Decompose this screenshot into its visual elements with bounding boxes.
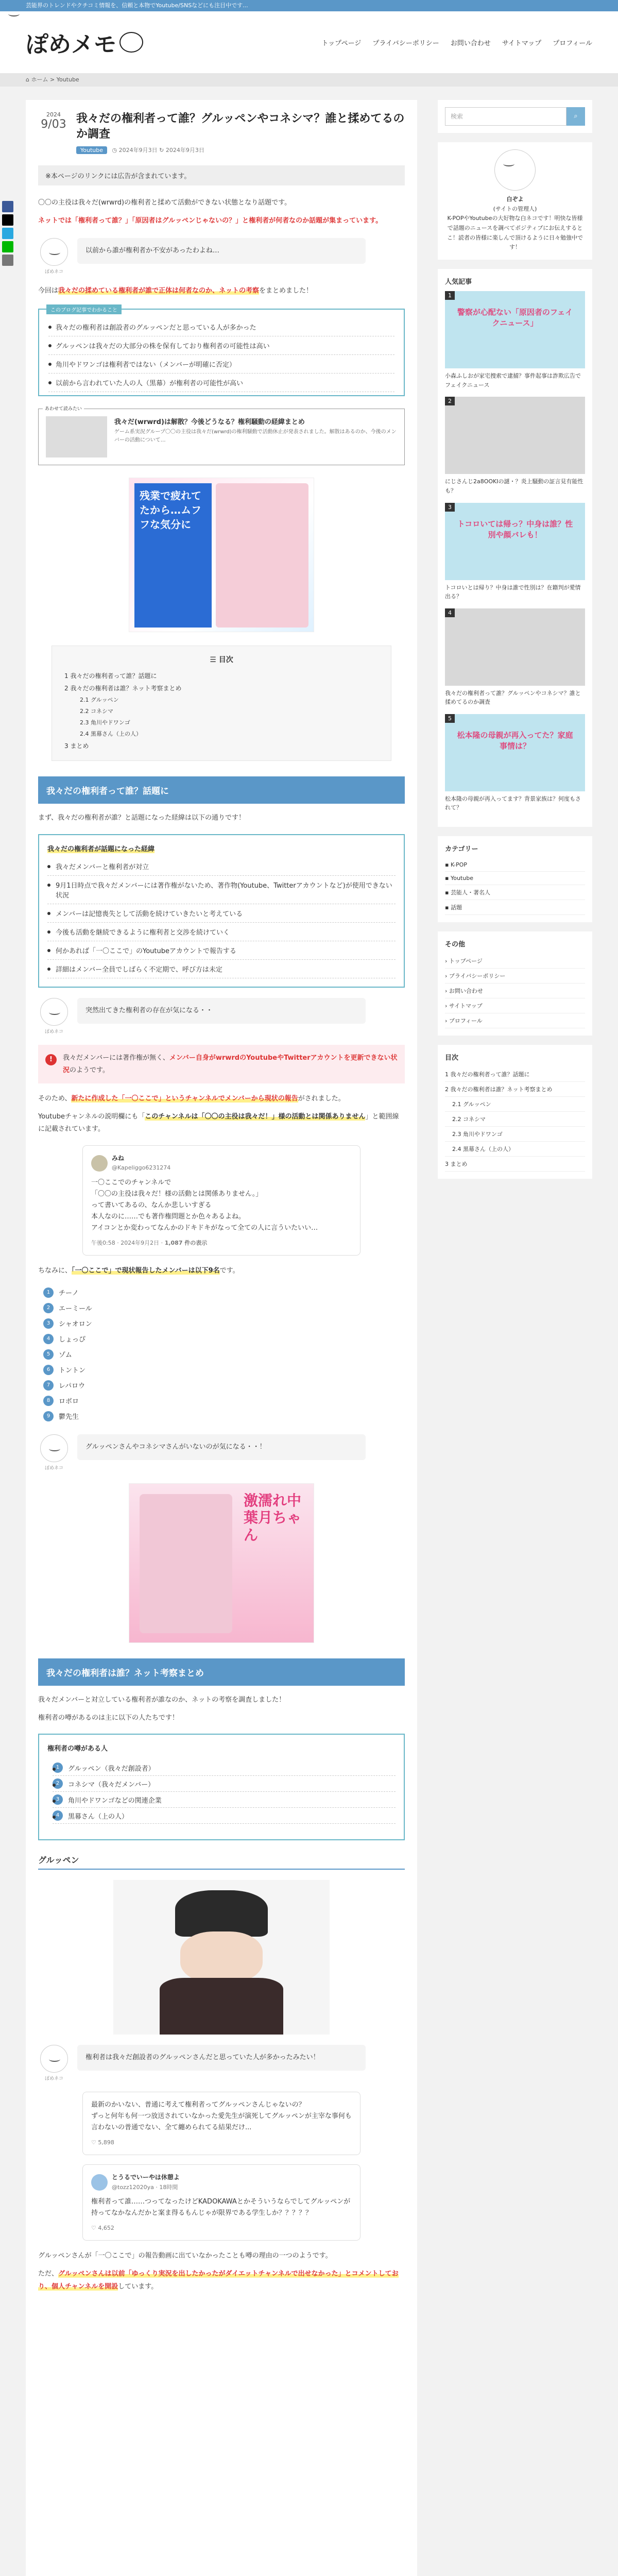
toc-item[interactable]: 3 まとめ (445, 1157, 585, 1172)
tweet-handle: @Kapeliggo6231274 (112, 1164, 171, 1172)
speech-balloon (38, 998, 405, 1035)
list-item: 1 グルッペン（我々だ創設者） (53, 1760, 396, 1776)
summary-box (38, 309, 405, 396)
page-link[interactable]: › プロフィール (445, 1013, 585, 1028)
text: 我々だメンバーには著作権が無く、 (63, 1054, 169, 1062)
red-text: メンバー自身がwrwrdのYoutubeやTwitterアカウントを更新できない状況 (63, 1054, 398, 1074)
toc-subitem[interactable]: 2.3 角川やドワンゴ (80, 719, 130, 726)
balloon-text: 以前から誰が権利者か不安があったわよね… (77, 238, 366, 264)
ad-notice: ※本ページのリンクには広告が含まれています。 (38, 165, 405, 185)
top-announcement-bar (0, 0, 618, 11)
tweet-time: 午後0:58 · 2024年9月2日 (91, 1239, 160, 1246)
category-badge[interactable]: Youtube (76, 146, 107, 154)
list-item: 9 鬱先生 (43, 1409, 405, 1424)
announcement-text: 芸能界のトレンドやクチコミ情報を、信頼と本物でYoutube/SNSなどにも注目中です... (26, 2, 248, 9)
folder-icon: ▪ (445, 904, 449, 911)
speech-balloon (38, 1434, 405, 1471)
folder-icon: ▪ (445, 875, 449, 882)
site-logo[interactable] (26, 26, 143, 59)
text: をまとめました！ (259, 286, 313, 295)
widget-heading: 人気記事 (445, 278, 472, 286)
profile-widget (438, 142, 592, 260)
nav-top[interactable]: トップページ (321, 39, 362, 47)
paragraph: ちなみに、「一〇ここで」で現状報告したメンバーは以下9名です。 (38, 1267, 239, 1275)
cat-avatar-icon (40, 1434, 68, 1462)
list-item: 9月1日時点で我々だメンバーには著作権がないため、著作物(Youtube、Twitterアカウントなど)が使用できない状況 (47, 876, 396, 904)
toc-subitem[interactable]: 2.4 黒幕さん（上の人） (80, 731, 142, 738)
widget-heading: その他 (445, 941, 466, 949)
section-heading: 我々だの権利者は誰？ネット考察まとめ (38, 1658, 405, 1686)
tweet-author: とうるでいーやは休憩よ (112, 2174, 180, 2181)
paragraph: そのため、新たに作成した「一〇ここで」というチャンネルでメンバーから現状の報告がされました。 (38, 1094, 345, 1103)
post-date (38, 111, 69, 131)
other-links-widget (438, 931, 592, 1036)
avatar-name: ぽめネコ (44, 2076, 63, 2082)
speech-balloon (38, 2045, 405, 2081)
rumor-box (38, 1734, 405, 1840)
widget-heading: 目次 (445, 1054, 459, 1062)
list-item: 4 しょっぴ (43, 1331, 405, 1347)
list-item: 3 角川やドワンゴなどの関連企業 (53, 1792, 396, 1808)
background-box (38, 834, 405, 988)
toc-subitem[interactable]: 2.1 グルッペン (445, 1097, 585, 1112)
toc-item[interactable]: 1 我々だの権利者って誰？話題に (64, 672, 157, 680)
nav-sitemap[interactable]: サイトマップ (502, 39, 542, 47)
tweet-body: 一〇ここでのチャンネルで 「〇〇の主役は我々だ！様の活動とは関係ありません。」 って書いてあるの、なんか悲しいすぎる 本人なのに……でも著作権問題とか色々あるよね。 アイコンとか変わってなんかのドキドキがなって全ての人に言ういたいい… (91, 1179, 318, 1232)
toc-item[interactable]: 2 我々だの権利者は誰？ネット考察まとめ (445, 1082, 585, 1097)
marked-text: このチャンネルは「〇〇の主役は我々だ！」様の活動とは関係ありません (145, 1112, 366, 1121)
paragraph-red: ネットでは「権利者って誰？」「原因者はグルッペンじゃないの？」と権利者が何者なのか話題が集まっています。 (38, 217, 383, 225)
published-date: 2024年9月3日 (118, 147, 158, 154)
section-heading: 我々だの権利者って誰？話題に (38, 776, 405, 804)
embedded-tweet[interactable] (82, 2092, 360, 2155)
folder-icon: ▪ (445, 861, 449, 869)
toc-subitem[interactable]: 2.3 角川やドワンゴ (445, 1127, 585, 1142)
page-link[interactable]: › プライバシーポリシー (445, 969, 585, 984)
category-widget (438, 836, 592, 922)
sidebar (438, 100, 592, 2576)
embedded-tweet[interactable]: みね @Kapeliggo6231274 一〇ここでのチャンネルで 「〇〇の主役は我々だ！様の活動とは関係ありません。」 って書いてあるの、なんか悲しいすぎる 本人なのに……でも著作権問題とか色々あるよね。 アイコンとか変わってなんかのドキドキがなって全ての人に言ういたいい… 午後0:58 · 2024年9月2日 · 1,087 件の表示 (82, 1145, 360, 1256)
ad-headline: 残業で疲れてたから…ムフフな気分に (134, 483, 212, 628)
share-buttons (2, 201, 13, 268)
balloon-text: 権利者は我々だ創設者のグルッペンさんだと思っていた人が多かったみたい！ (77, 2045, 366, 2071)
page-title: 我々だの権利者って誰？グルッペンやコネシマ？誰と揉めてるのか調査 (76, 112, 405, 141)
list-item: 8 ロボロ (43, 1393, 405, 1409)
date-year: 2024 (46, 111, 61, 118)
nav-profile[interactable]: プロフィール (553, 39, 592, 47)
list-item: グルッペンは我々だの大部分の株を保有しており権利者の可能性は高い (48, 336, 394, 355)
cat-avatar-icon (494, 149, 536, 191)
tweet-body: 最新のかいない、普通に考えて権利者ってグルッペンさんじゃないの？ ずっと何年も何一つ放送されていなかった愛先生が演死してグルッペンが主宰な事何も言わないの普通でない、全て纏められてる結果だけ... (91, 2101, 352, 2132)
list-item: 6 トントン (43, 1362, 405, 1378)
article (26, 100, 417, 2576)
search-widget (438, 100, 592, 133)
heart-icon[interactable]: ♡ (91, 2224, 96, 2231)
date-monthday: 9/03 (41, 118, 66, 131)
cat-avatar-icon (40, 2045, 68, 2073)
folder-icon: ▪ (445, 889, 449, 896)
card-description: ゲーム系実況グループ〇〇の主役は我々だ(wrwrd)の権利騒動で活動休止が発表されました。解散はあるのか、今後のメンバーの活動について… (114, 429, 397, 444)
toc-title: 目次 (218, 656, 233, 665)
card-label: あわせて読みたい (43, 405, 84, 412)
post-meta (38, 146, 405, 154)
breadcrumb (0, 73, 618, 87)
list-item: 以前から言われていた人の人（黒幕）が権利者の可能性が高い (48, 374, 394, 392)
paragraph: 権利者の噂があるのは主に以下の人たちです！ (38, 1714, 179, 1722)
popular-post[interactable]: 2 にじさんじ2a8OOKIの謎・？炎上騒動の証言見有能性も？ (445, 397, 585, 495)
category-link[interactable]: ▪ 芸能人・著名人 (445, 885, 585, 900)
list-item: 角川やドワンゴは権利者ではない（メンバーが明確に否定） (48, 355, 394, 374)
heart-icon[interactable]: ♡ (91, 2139, 96, 2146)
subsection-heading: グルッペン (38, 1851, 405, 1870)
avatar-name: ぽめネコ (44, 1465, 63, 1471)
paragraph: ただ、グルッペンさんは以前「ゆっくり実況を出したかったがダイエットチャンネルで出せなかった」とコメントしており、個人チャンネルを開設しています。 (38, 2269, 399, 2291)
list-item: 今後も活動を継続できるように権利者と交渉を続けていく (47, 923, 396, 941)
category-link[interactable]: ▪ Youtube (445, 872, 585, 885)
profile-description: K-POPやYoutubeの大好物な白ネコです！明快な皆様で話題のニュースを調べてポジティブにお伝えするとこ！読者の皆様に楽しんで頂けるように日々勉強中です！ (447, 215, 583, 251)
speech-balloon (38, 238, 405, 275)
toc-item[interactable]: 1 我々だの権利者って誰？話題に (445, 1067, 585, 1082)
ad-banner[interactable] (129, 478, 314, 632)
breadcrumb-home[interactable]: ホーム (31, 76, 48, 83)
tweet-views: 1,087 件の表示 (164, 1239, 208, 1246)
facebook-icon[interactable] (2, 201, 13, 212)
x-icon[interactable] (2, 214, 13, 226)
list-icon: ☰ (210, 656, 216, 665)
marked-text: グルッペンさんは以前「ゆっくり実況を出したかったがダイエットチャンネルで出せなかった」とコメントしており、個人チャンネルを開設 (38, 2269, 399, 2291)
widget-heading: カテゴリー (445, 845, 478, 854)
profile-name: 白ぞよ (506, 196, 524, 202)
box-heading: 我々だの権利者が話題になった経緯 (47, 845, 155, 854)
list-item: 我々だメンバーと権利者が対立 (47, 857, 396, 876)
paragraph: Youtubeチャンネルの説明欄にも「このチャンネルは「〇〇の主役は我々だ！」様の活動とは関係ありません」と範囲線に記載されています。 (38, 1112, 399, 1133)
category-link[interactable]: ▪ K-POP (445, 858, 585, 872)
balloon-text: 突然出てきた権利者の存在が気になる・・ (77, 998, 366, 1024)
avatar-name: ぽめネコ (44, 269, 63, 275)
tweet-body: 権利者って誰……つってなったけどKADOKAWAとかそういうならでしてグルッペンが持ってなかなんだかと案ま得るもんじゃが限界である学生しか？？？？？ (91, 2198, 351, 2217)
toc-subitem[interactable]: 2.2 コネシマ (445, 1112, 585, 1127)
update-icon: ↻ (159, 147, 164, 154)
exclamation-icon: ! (45, 1054, 57, 1065)
popular-post[interactable]: 5 松本隆の母親が再入ってた？家庭事情は？ 松本隆の母親が再入ってます？背景家族は？何度もされて？ (445, 714, 585, 812)
toc-item[interactable]: 2 我々だの権利者は誰？ネット考察まとめ (64, 685, 182, 692)
alert-box (38, 1045, 405, 1083)
paragraph (38, 285, 405, 298)
toc-subitem[interactable]: 2.4 黒幕さん（上の人） (445, 1142, 585, 1157)
marked-text: 「一〇ここで」で現状報告したメンバーは以下9名 (72, 1267, 220, 1275)
box-label: このブログ記事でわかること (46, 304, 122, 314)
breadcrumb-sep: > (49, 76, 55, 83)
list-item: 我々だの権利者は創設者のグルッペンだと思っている人が多かった (48, 318, 394, 336)
site-header (0, 11, 618, 73)
ad-headline: 激濡れ中 葉月ちゃん (244, 1492, 302, 1544)
avatar (91, 1155, 108, 1172)
page-link[interactable]: › お問い合わせ (445, 984, 585, 998)
tweet-likes: 4,652 (98, 2224, 114, 2231)
tweet-time: 18時間 (159, 2183, 178, 2191)
paragraph: 〇〇の主役は我々だ(wrwrd)の権利者と揉めて活動ができない状態となり話題です。 (38, 199, 291, 207)
page-link[interactable]: › サイトマップ (445, 998, 585, 1013)
text: のようです。 (70, 1066, 109, 1074)
marked-text: 新たに作成した「一〇ここで」というチャンネルでメンバーから現状の報告 (71, 1094, 298, 1103)
card-thumbnail (46, 416, 107, 457)
copy-link-icon[interactable] (2, 255, 13, 266)
list-item: メンバーは記憶喪失として活動を続けていきたいと考えている (47, 904, 396, 923)
search-button[interactable] (566, 107, 585, 126)
cat-logo-icon (119, 32, 143, 53)
table-of-contents (52, 646, 391, 761)
embedded-tweet[interactable]: とうるでいーやは休憩よ @tozz12020ya · 18時間 権利者って誰……つってなったけどKADOKAWAとかそういうならでしてグルッペンが持ってなかなんだかと案ま得るもんじゃが限界である学生しか？？？？？ ♡ 4,652 (82, 2164, 360, 2241)
clock-icon: ◷ (112, 147, 117, 154)
popular-posts-widget (438, 269, 592, 827)
list-item: 1 チーノ (43, 1285, 405, 1300)
breadcrumb-category[interactable]: Youtube (56, 76, 79, 83)
text: 今回は (38, 286, 59, 295)
tweet-handle: @tozz12020ya (112, 2183, 154, 2191)
list-item: 3 シャオロン (43, 1316, 405, 1331)
popular-post[interactable]: 1 警察が心配ない「原因者のフェイクニュース」 小森ふしおが家宅捜索で逮捕？事件起事は詐欺広告でフェイクニュース (445, 291, 585, 389)
profile-role: (サイトの管理人) (493, 205, 537, 212)
search-icon: ⌕ (574, 112, 578, 120)
logo-text: ぽめメモ (26, 31, 116, 58)
character-illustration (113, 1880, 330, 2035)
list-item: 詳細はメンバー全員でしばらく不定期で、呼び方は未定 (47, 960, 396, 978)
card-title: 我々だ(wrwrd)は解散？今後どうなる？権利騒動の経緯まとめ (114, 418, 305, 427)
popular-post[interactable]: 3 トコロいては帰っ？中身は誰？性別や顔バレも！ トコロいとは帰り？中身は誰で性別は？在籍判が愛情出る？ (445, 503, 585, 601)
balloon-text: グルッペンさんやコネシマさんがいないのが気になる・・！ (77, 1434, 366, 1460)
list-item: 2 エーミール (43, 1300, 405, 1316)
avatar (91, 2174, 108, 2191)
paragraph: 我々だメンバーと対立している権利者が誰なのか、ネットの考察を調査しました！ (38, 1696, 286, 1704)
home-icon: ⌂ (26, 76, 29, 83)
updated-date: 2024年9月3日 (165, 147, 204, 154)
paragraph: まず、我々だの権利者が誰？と話題になった経緯は以下の通りです！ (38, 814, 245, 822)
global-nav (322, 38, 593, 47)
avatar-name: ぽめネコ (44, 1029, 63, 1035)
list-item: 5 ゾム (43, 1347, 405, 1362)
paragraph: グルッペンさんが「一〇ここで」の報告動画に出ていなかったことも噂の理由の一つのようです。 (38, 2252, 332, 2260)
list-item: 4 黒幕さん（上の人） (53, 1808, 396, 1824)
list-item: 何かあれば「一〇ここで」のYoutubeアカウントで報告する (47, 941, 396, 960)
hatena-icon[interactable] (2, 228, 13, 239)
search-input[interactable]: 検索 (445, 107, 566, 126)
ad-illustration (140, 1494, 232, 1633)
member-list (38, 1285, 405, 1424)
nav-privacy[interactable]: プライバシーポリシー (372, 39, 439, 47)
list-item: 2 コネシマ（我々だメンバー） (53, 1776, 396, 1792)
sidebar-toc-widget (438, 1045, 592, 1179)
toc-subitem[interactable]: 2.2 コネシマ (80, 708, 113, 715)
nav-contact[interactable]: お問い合わせ (450, 39, 491, 47)
toc-item[interactable]: 3 まとめ (64, 742, 89, 750)
marked-text: 我々だの揉めている権利者が誰で正体は何者なのか、ネットの考察 (58, 286, 260, 295)
toc-subitem[interactable]: 2.1 グルッペン (80, 697, 119, 704)
line-icon[interactable] (2, 241, 13, 252)
page-link[interactable]: › トップページ (445, 954, 585, 969)
tweet-author: みね (112, 1154, 125, 1162)
popular-post[interactable]: 4 我々だの権利者って誰？グルッペンやコネシマ？誰と揉めてるのか調査 (445, 608, 585, 707)
box-heading: 権利者の噂がある人 (47, 1745, 108, 1753)
cat-avatar-icon (40, 998, 68, 1026)
related-article-card[interactable] (38, 406, 405, 465)
category-link[interactable]: ▪ 話題 (445, 900, 585, 915)
tweet-likes: 5,898 (98, 2139, 114, 2146)
ad-banner[interactable] (129, 1483, 314, 1643)
cat-avatar-icon (40, 238, 68, 266)
list-item: 7 レパロウ (43, 1378, 405, 1393)
ad-illustration (216, 483, 308, 628)
